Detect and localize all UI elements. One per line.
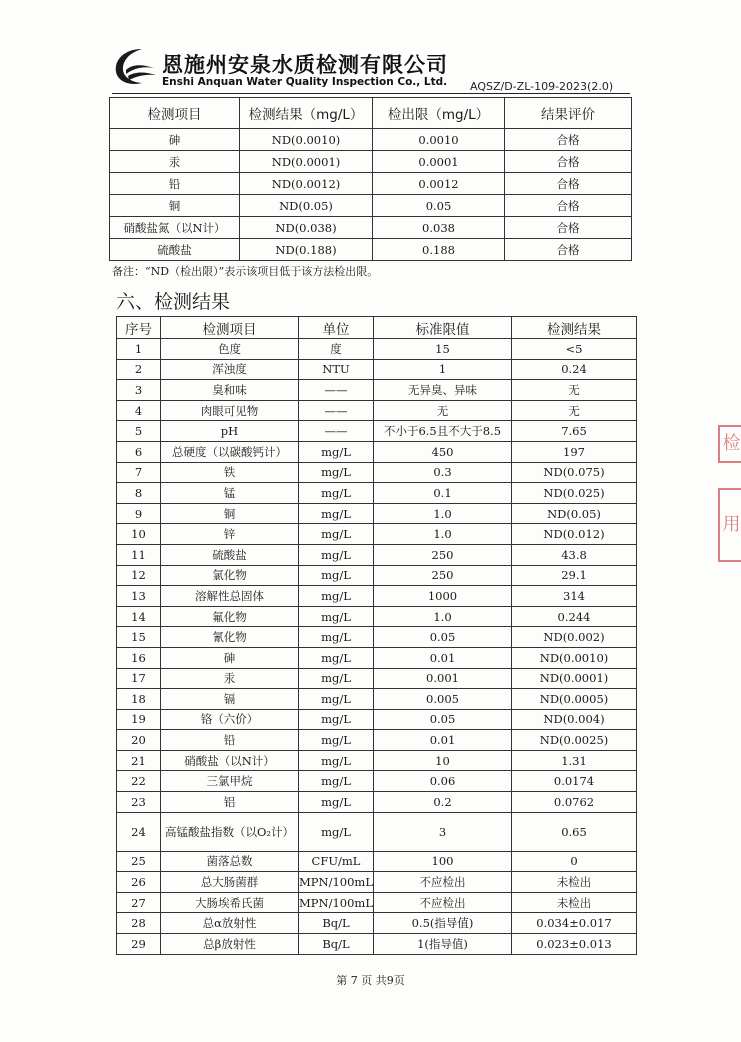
table-cell: 不应检出 bbox=[374, 892, 512, 913]
table-row bbox=[117, 441, 637, 462]
table-cell: mg/L bbox=[299, 709, 374, 730]
table-cell: 无 bbox=[374, 400, 512, 421]
table-cell: 0.65 bbox=[512, 812, 637, 851]
table-cell: 铅 bbox=[110, 173, 240, 195]
table-row bbox=[117, 689, 637, 710]
table-cell: 3 bbox=[374, 812, 512, 851]
table-cell: 15 bbox=[117, 627, 161, 648]
table-row bbox=[117, 503, 637, 524]
table-cell: ND(0.075) bbox=[512, 462, 637, 483]
table-cell: 14 bbox=[117, 606, 161, 627]
table-cell: 0.023±0.013 bbox=[512, 934, 637, 955]
table-cell: ND(0.0001) bbox=[512, 668, 637, 689]
column-header: 标准限值 bbox=[374, 317, 512, 339]
table-cell: Bq/L bbox=[299, 934, 374, 955]
table-row bbox=[117, 812, 637, 851]
table-row bbox=[117, 892, 637, 913]
table-cell: 合格 bbox=[505, 195, 632, 217]
table-cell: ND(0.05) bbox=[240, 195, 373, 217]
table-cell: ND(0.002) bbox=[512, 627, 637, 648]
table-cell: 总α放射性 bbox=[161, 913, 299, 934]
table-cell: 25 bbox=[117, 851, 161, 872]
table-row bbox=[110, 129, 632, 151]
table-cell: mg/L bbox=[299, 606, 374, 627]
table-cell: 16 bbox=[117, 647, 161, 668]
table-cell: MPN/100mL bbox=[299, 872, 374, 893]
table-cell: mg/L bbox=[299, 750, 374, 771]
table-cell: ND(0.0010) bbox=[240, 129, 373, 151]
test-results-table bbox=[116, 316, 637, 955]
table-cell: pH bbox=[161, 421, 299, 442]
table-cell: 0.001 bbox=[374, 668, 512, 689]
table-row bbox=[117, 586, 637, 607]
table-cell: 汞 bbox=[161, 668, 299, 689]
table-cell: ND(0.025) bbox=[512, 483, 637, 504]
table-cell: 溶解性总固体 bbox=[161, 586, 299, 607]
table-cell: 铝 bbox=[161, 792, 299, 813]
table-cell: 无 bbox=[512, 400, 637, 421]
table-cell: ND(0.0025) bbox=[512, 730, 637, 751]
table-row bbox=[117, 668, 637, 689]
table-cell: mg/L bbox=[299, 812, 374, 851]
table-cell: 24 bbox=[117, 812, 161, 851]
table-cell: mg/L bbox=[299, 586, 374, 607]
table-cell: 23 bbox=[117, 792, 161, 813]
table-cell: ND(0.188) bbox=[240, 239, 373, 261]
table-row bbox=[117, 872, 637, 893]
table-cell: ND(0.0012) bbox=[240, 173, 373, 195]
column-header: 检出限（mg/L） bbox=[373, 98, 505, 129]
table-cell: 高锰酸盐指数（以O₂计） bbox=[161, 812, 299, 851]
table-cell: 硫酸盐 bbox=[161, 544, 299, 565]
table-cell: 5 bbox=[117, 421, 161, 442]
table-row bbox=[117, 851, 637, 872]
table-cell: 不应检出 bbox=[374, 872, 512, 893]
table-cell: 未检出 bbox=[512, 872, 637, 893]
table-cell: 0 bbox=[512, 851, 637, 872]
table-cell: —— bbox=[299, 380, 374, 401]
table-cell: 镉 bbox=[161, 689, 299, 710]
table-cell: 3 bbox=[117, 380, 161, 401]
table-cell: mg/L bbox=[299, 524, 374, 545]
table-cell: 合格 bbox=[505, 173, 632, 195]
table-cell: 10 bbox=[374, 750, 512, 771]
table-row bbox=[117, 544, 637, 565]
table-cell: 1 bbox=[374, 359, 512, 380]
table-cell: 0.2 bbox=[374, 792, 512, 813]
table-row bbox=[110, 239, 632, 261]
table-cell: 0.05 bbox=[374, 627, 512, 648]
table-cell: 色度 bbox=[161, 339, 299, 360]
table-row bbox=[117, 750, 637, 771]
table-row bbox=[110, 217, 632, 239]
table-cell: 度 bbox=[299, 339, 374, 360]
footnote: 备注：“ND（检出限）”表示该项目低于该方法检出限。 bbox=[112, 265, 379, 278]
table-row bbox=[117, 647, 637, 668]
table-row bbox=[117, 606, 637, 627]
table-cell: 0.01 bbox=[374, 730, 512, 751]
table-row bbox=[117, 400, 637, 421]
table-cell: mg/L bbox=[299, 441, 374, 462]
table-cell: 100 bbox=[374, 851, 512, 872]
table-cell: 0.244 bbox=[512, 606, 637, 627]
table-cell: 肉眼可见物 bbox=[161, 400, 299, 421]
table-cell: 锌 bbox=[161, 524, 299, 545]
column-header: 单位 bbox=[299, 317, 374, 339]
table-cell: 43.8 bbox=[512, 544, 637, 565]
table-cell: 22 bbox=[117, 771, 161, 792]
table-cell: 锰 bbox=[161, 483, 299, 504]
table-row bbox=[117, 524, 637, 545]
table-cell: mg/L bbox=[299, 462, 374, 483]
table-cell: 1.0 bbox=[374, 524, 512, 545]
table-cell: —— bbox=[299, 421, 374, 442]
table-cell: mg/L bbox=[299, 668, 374, 689]
column-header: 检测项目 bbox=[110, 98, 240, 129]
table-cell: 197 bbox=[512, 441, 637, 462]
table-cell: 27 bbox=[117, 892, 161, 913]
table-row bbox=[117, 934, 637, 955]
table-cell: 大肠埃希氏菌 bbox=[161, 892, 299, 913]
table-cell: 砷 bbox=[161, 647, 299, 668]
table-cell: 合格 bbox=[505, 151, 632, 173]
table-cell: 0.005 bbox=[374, 689, 512, 710]
table-cell: ND(0.038) bbox=[240, 217, 373, 239]
table-cell: 13 bbox=[117, 586, 161, 607]
table-cell: 0.034±0.017 bbox=[512, 913, 637, 934]
table-cell: Bq/L bbox=[299, 913, 374, 934]
table-cell: 26 bbox=[117, 872, 161, 893]
table-cell: 铅 bbox=[161, 730, 299, 751]
company-name-en: Enshi Anquan Water Quality Inspection Co., Ltd. bbox=[162, 76, 448, 88]
table-cell: 铬（六价） bbox=[161, 709, 299, 730]
stamp-fragment-top: 检 bbox=[718, 425, 741, 463]
table-cell: ND(0.05) bbox=[512, 503, 637, 524]
table-cell: ND(0.0010) bbox=[512, 647, 637, 668]
table-cell: CFU/mL bbox=[299, 851, 374, 872]
table-cell: 0.24 bbox=[512, 359, 637, 380]
table-cell: ND(0.0001) bbox=[240, 151, 373, 173]
table-cell: 铜 bbox=[161, 503, 299, 524]
table-cell: 4 bbox=[117, 400, 161, 421]
column-header: 检测结果（mg/L） bbox=[240, 98, 373, 129]
table-cell: 0.3 bbox=[374, 462, 512, 483]
table-cell: 10 bbox=[117, 524, 161, 545]
table-cell: mg/L bbox=[299, 565, 374, 586]
column-header: 序号 bbox=[117, 317, 161, 339]
table-cell: 29 bbox=[117, 934, 161, 955]
table-row bbox=[117, 421, 637, 442]
table-cell: MPN/100mL bbox=[299, 892, 374, 913]
table-row bbox=[117, 462, 637, 483]
table-cell: 450 bbox=[374, 441, 512, 462]
table-row bbox=[117, 627, 637, 648]
table-cell: mg/L bbox=[299, 544, 374, 565]
table-cell: 1(指导值) bbox=[374, 934, 512, 955]
table-cell: mg/L bbox=[299, 689, 374, 710]
table-cell: 20 bbox=[117, 730, 161, 751]
table-cell: 总硬度（以碳酸钙计） bbox=[161, 441, 299, 462]
table-cell: 1000 bbox=[374, 586, 512, 607]
table-cell: mg/L bbox=[299, 483, 374, 504]
table-cell: ND(0.012) bbox=[512, 524, 637, 545]
table-cell: ND(0.004) bbox=[512, 709, 637, 730]
table-row bbox=[110, 151, 632, 173]
table-cell: 汞 bbox=[110, 151, 240, 173]
table-row bbox=[110, 195, 632, 217]
table-cell: 浑浊度 bbox=[161, 359, 299, 380]
table-row bbox=[117, 913, 637, 934]
column-header: 检测项目 bbox=[161, 317, 299, 339]
table-cell: 菌落总数 bbox=[161, 851, 299, 872]
table-row bbox=[117, 771, 637, 792]
table-cell: 7.65 bbox=[512, 421, 637, 442]
table-cell: mg/L bbox=[299, 771, 374, 792]
table-cell: 总β放射性 bbox=[161, 934, 299, 955]
table-cell: 28 bbox=[117, 913, 161, 934]
table-header-row bbox=[110, 98, 632, 129]
table-row bbox=[117, 730, 637, 751]
table-cell: mg/L bbox=[299, 647, 374, 668]
table-cell: 17 bbox=[117, 668, 161, 689]
table-row bbox=[117, 565, 637, 586]
table-cell: 砷 bbox=[110, 129, 240, 151]
column-header: 检测结果 bbox=[512, 317, 637, 339]
table-row bbox=[117, 380, 637, 401]
table-cell: 0.0010 bbox=[373, 129, 505, 151]
table-cell: 18 bbox=[117, 689, 161, 710]
company-logo-icon bbox=[112, 46, 158, 86]
table-cell: <5 bbox=[512, 339, 637, 360]
stamp-fragment-bottom: 用 bbox=[718, 488, 741, 562]
table-cell: 0.05 bbox=[373, 195, 505, 217]
section-title: 六、检测结果 bbox=[116, 291, 231, 313]
table-header-row bbox=[117, 317, 637, 339]
table-cell: 9 bbox=[117, 503, 161, 524]
table-cell: 铁 bbox=[161, 462, 299, 483]
table-cell: 硝酸盐氮（以N计） bbox=[110, 217, 240, 239]
table-cell: 12 bbox=[117, 565, 161, 586]
table-row bbox=[117, 339, 637, 360]
table-cell: 硫酸盐 bbox=[110, 239, 240, 261]
table-cell: 0.06 bbox=[374, 771, 512, 792]
document-number: AQSZ/D-ZL-109-2023(2.0) bbox=[470, 80, 614, 93]
table-cell: 0.038 bbox=[373, 217, 505, 239]
table-cell: 0.05 bbox=[374, 709, 512, 730]
table-cell: 1.0 bbox=[374, 606, 512, 627]
page-footer: 第 7 页 共9页 bbox=[336, 974, 405, 987]
table-cell: 0.188 bbox=[373, 239, 505, 261]
table-row bbox=[117, 792, 637, 813]
table-cell: 1.31 bbox=[512, 750, 637, 771]
table-cell: 合格 bbox=[505, 217, 632, 239]
table-cell: —— bbox=[299, 400, 374, 421]
column-header: 结果评价 bbox=[505, 98, 632, 129]
table-cell: 250 bbox=[374, 565, 512, 586]
table-cell: 合格 bbox=[505, 239, 632, 261]
table-cell: 铜 bbox=[110, 195, 240, 217]
limit-results-table bbox=[109, 97, 632, 261]
table-cell: 2 bbox=[117, 359, 161, 380]
table-cell: mg/L bbox=[299, 503, 374, 524]
table-cell: 未检出 bbox=[512, 892, 637, 913]
table-cell: 11 bbox=[117, 544, 161, 565]
table-cell: 三氯甲烷 bbox=[161, 771, 299, 792]
table-cell: mg/L bbox=[299, 627, 374, 648]
table-cell: 0.0762 bbox=[512, 792, 637, 813]
table-cell: 硝酸盐（以N计） bbox=[161, 750, 299, 771]
table-cell: 0.01 bbox=[374, 647, 512, 668]
table-cell: 总大肠菌群 bbox=[161, 872, 299, 893]
table-cell: NTU bbox=[299, 359, 374, 380]
table-cell: 1 bbox=[117, 339, 161, 360]
table-cell: 氟化物 bbox=[161, 606, 299, 627]
table-cell: 1.0 bbox=[374, 503, 512, 524]
table-cell: 氯化物 bbox=[161, 565, 299, 586]
table-cell: 0.0012 bbox=[373, 173, 505, 195]
company-name-cn: 恩施州安泉水质检测有限公司 bbox=[162, 53, 448, 77]
table-cell: mg/L bbox=[299, 730, 374, 751]
table-cell: 6 bbox=[117, 441, 161, 462]
table-cell: mg/L bbox=[299, 792, 374, 813]
table-cell: 314 bbox=[512, 586, 637, 607]
table-cell: ND(0.0005) bbox=[512, 689, 637, 710]
table-cell: 0.0001 bbox=[373, 151, 505, 173]
letterhead bbox=[112, 44, 632, 94]
table-cell: 氰化物 bbox=[161, 627, 299, 648]
table-cell: 无 bbox=[512, 380, 637, 401]
header-divider bbox=[112, 93, 630, 94]
table-cell: 7 bbox=[117, 462, 161, 483]
table-row bbox=[117, 359, 637, 380]
table-cell: 0.0174 bbox=[512, 771, 637, 792]
table-cell: 合格 bbox=[505, 129, 632, 151]
table-cell: 8 bbox=[117, 483, 161, 504]
table-cell: 臭和味 bbox=[161, 380, 299, 401]
table-row bbox=[117, 709, 637, 730]
table-cell: 0.1 bbox=[374, 483, 512, 504]
table-cell: 15 bbox=[374, 339, 512, 360]
table-row bbox=[117, 483, 637, 504]
table-cell: 29.1 bbox=[512, 565, 637, 586]
table-cell: 19 bbox=[117, 709, 161, 730]
table-cell: 不小于6.5且不大于8.5 bbox=[374, 421, 512, 442]
table-cell: 250 bbox=[374, 544, 512, 565]
table-cell: 无异臭、异味 bbox=[374, 380, 512, 401]
table-row bbox=[110, 173, 632, 195]
table-cell: 0.5(指导值) bbox=[374, 913, 512, 934]
table-cell: 21 bbox=[117, 750, 161, 771]
